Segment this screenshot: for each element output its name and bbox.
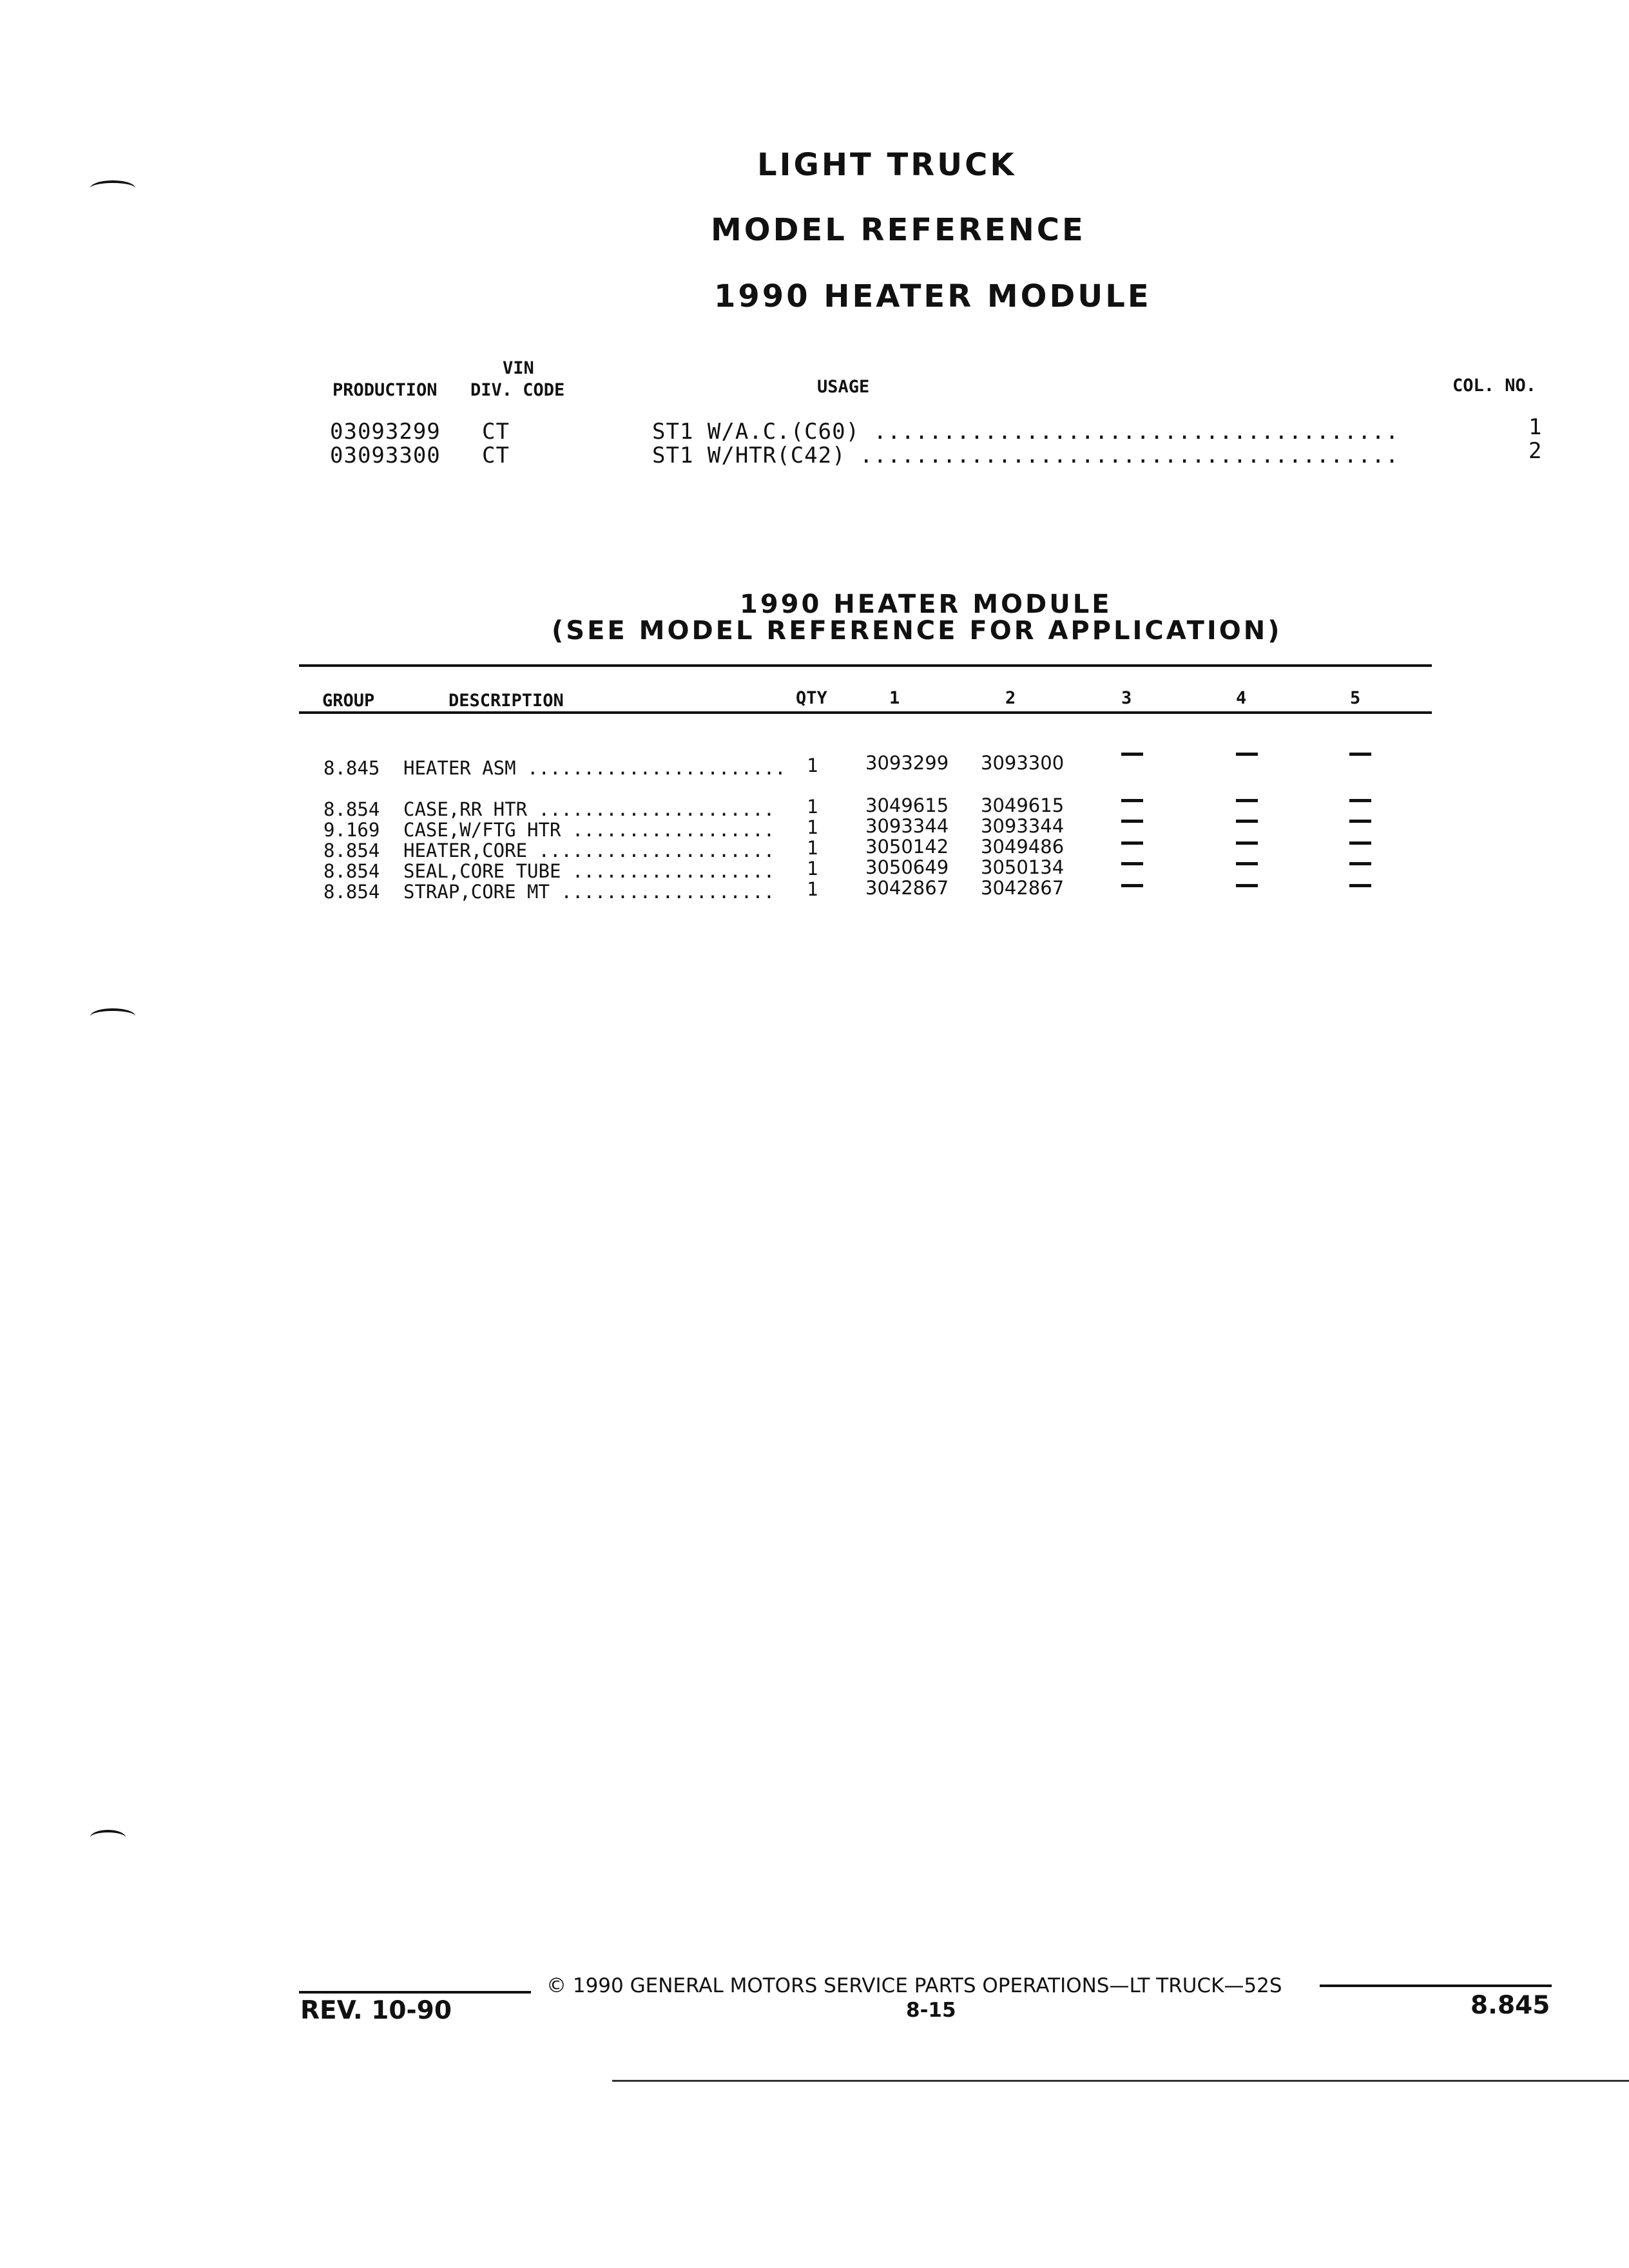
table-row-3-col1: 3093344 (865, 815, 949, 837)
footer-rule-left (299, 1991, 531, 1994)
col-header-2: 2 (1005, 688, 1016, 708)
table-row-3-col4-dash (1236, 820, 1258, 823)
table-row-2-col1: 3049615 (865, 794, 949, 816)
table-row-4-col1: 3050142 (865, 836, 949, 858)
page-heading-module: 1990 HEATER MODULE (714, 278, 1152, 314)
table-row-1-description: HEATER ASM ....................... (403, 757, 786, 779)
table-row-1-group: 8.845 (323, 757, 380, 779)
table-row-4-col5-dash (1349, 841, 1371, 845)
model-row-1-col: 1 (1528, 414, 1543, 440)
table-row-4-group: 8.854 (323, 840, 380, 861)
table-row-5-col3-dash (1121, 862, 1143, 865)
table-row-5-qty: 1 (807, 858, 818, 879)
table-row-6-col2: 3042867 (981, 877, 1065, 899)
model-row-2-vin: CT (482, 443, 510, 468)
footer-copyright: © 1990 GENERAL MOTORS SERVICE PARTS OPERATIONS—LT TRUCK—52S (546, 1974, 1282, 1997)
binder-hole-mark (90, 1830, 126, 1845)
table-row-1-col2: 3093300 (981, 752, 1065, 774)
table-row-5-col2: 3050134 (981, 856, 1065, 878)
model-row-2-production: 03093300 (330, 443, 441, 468)
page-title: LIGHT TRUCK (757, 147, 1017, 183)
binder-hole-mark (90, 180, 135, 196)
table-row-3-group: 9.169 (323, 819, 380, 841)
table-row-6-group: 8.854 (323, 881, 380, 903)
col-header-4: 4 (1236, 688, 1247, 708)
table-row-5-group: 8.854 (323, 860, 380, 882)
table-row-6-qty: 1 (807, 878, 818, 900)
table-row-1-col3-dash (1121, 753, 1143, 756)
binder-hole-mark (90, 1008, 135, 1024)
table-row-5-description: SEAL,CORE TUBE .................. (403, 860, 775, 882)
model-row-2-usage: ST1 W/HTR(C42) ....................................... (652, 443, 1400, 468)
footer-page-number: 8-15 (906, 1999, 956, 2022)
table-row-6-col4-dash (1236, 884, 1258, 887)
table-row-2-description: CASE,RR HTR ..................... (403, 798, 775, 820)
table-row-6-col3-dash (1121, 884, 1143, 887)
table-row-2-col2: 3049615 (981, 794, 1065, 816)
table-row-2-qty: 1 (807, 796, 818, 818)
table-row-1-qty: 1 (807, 754, 818, 776)
model-row-1-production: 03093299 (330, 419, 441, 445)
table-row-4-description: HEATER,CORE ..................... (403, 840, 775, 861)
page-subtitle: MODEL REFERENCE (711, 212, 1086, 248)
col-header-1: 1 (889, 688, 900, 708)
header-col-no: COL. NO. (1452, 376, 1537, 396)
table-header-rule (299, 711, 1432, 714)
header-production: PRODUCTION (333, 380, 438, 400)
table-row-2-col5-dash (1349, 799, 1371, 802)
table-row-3-description: CASE,W/FTG HTR .................. (403, 819, 775, 841)
table-row-2-col4-dash (1236, 799, 1258, 802)
table-row-4-col2: 3049486 (981, 836, 1065, 858)
table-row-4-col3-dash (1121, 841, 1143, 845)
model-row-1-vin: CT (482, 419, 510, 445)
table-row-6-description: STRAP,CORE MT ................... (403, 881, 775, 903)
table-row-3-col3-dash (1121, 820, 1143, 823)
table-row-1-col1: 3093299 (865, 752, 949, 774)
table-row-1-col5-dash (1349, 753, 1371, 756)
parts-table-title: 1990 HEATER MODULE (740, 590, 1112, 619)
table-row-6-col1: 3042867 (865, 877, 949, 899)
table-row-3-qty: 1 (807, 816, 818, 838)
header-usage: USAGE (817, 377, 870, 397)
table-top-rule (299, 664, 1432, 667)
table-row-5-col4-dash (1236, 862, 1258, 865)
header-vin-div-code: DIV. CODE (470, 380, 565, 400)
table-row-3-col2: 3093344 (981, 815, 1065, 837)
table-row-6-col5-dash (1349, 884, 1371, 887)
col-header-5: 5 (1350, 688, 1361, 708)
table-row-5-col1: 3050649 (865, 856, 949, 878)
table-row-5-col5-dash (1349, 862, 1371, 865)
header-vin-top: VIN (503, 358, 534, 378)
model-row-1-usage: ST1 W/A.C.(C60) ...................................... (652, 419, 1400, 445)
footer-rule-right (1320, 1984, 1552, 1987)
table-row-3-col5-dash (1349, 820, 1371, 823)
table-row-4-qty: 1 (807, 837, 818, 859)
col-header-qty: QTY (796, 688, 827, 708)
col-header-group: GROUP (322, 691, 375, 711)
scan-edge-line (612, 2080, 1629, 2082)
footer-rev: REV. 10-90 (300, 1996, 452, 2025)
table-row-2-col3-dash (1121, 799, 1143, 802)
footer-section-number: 8.845 (1470, 1991, 1550, 2020)
model-row-2-col: 2 (1528, 438, 1543, 464)
parts-table-subtitle: (SEE MODEL REFERENCE FOR APPLICATION) (552, 616, 1282, 646)
table-row-2-group: 8.854 (323, 798, 380, 820)
col-header-3: 3 (1121, 688, 1132, 708)
col-header-description: DESCRIPTION (448, 691, 564, 711)
table-row-4-col4-dash (1236, 841, 1258, 845)
table-row-1-col4-dash (1236, 753, 1258, 756)
